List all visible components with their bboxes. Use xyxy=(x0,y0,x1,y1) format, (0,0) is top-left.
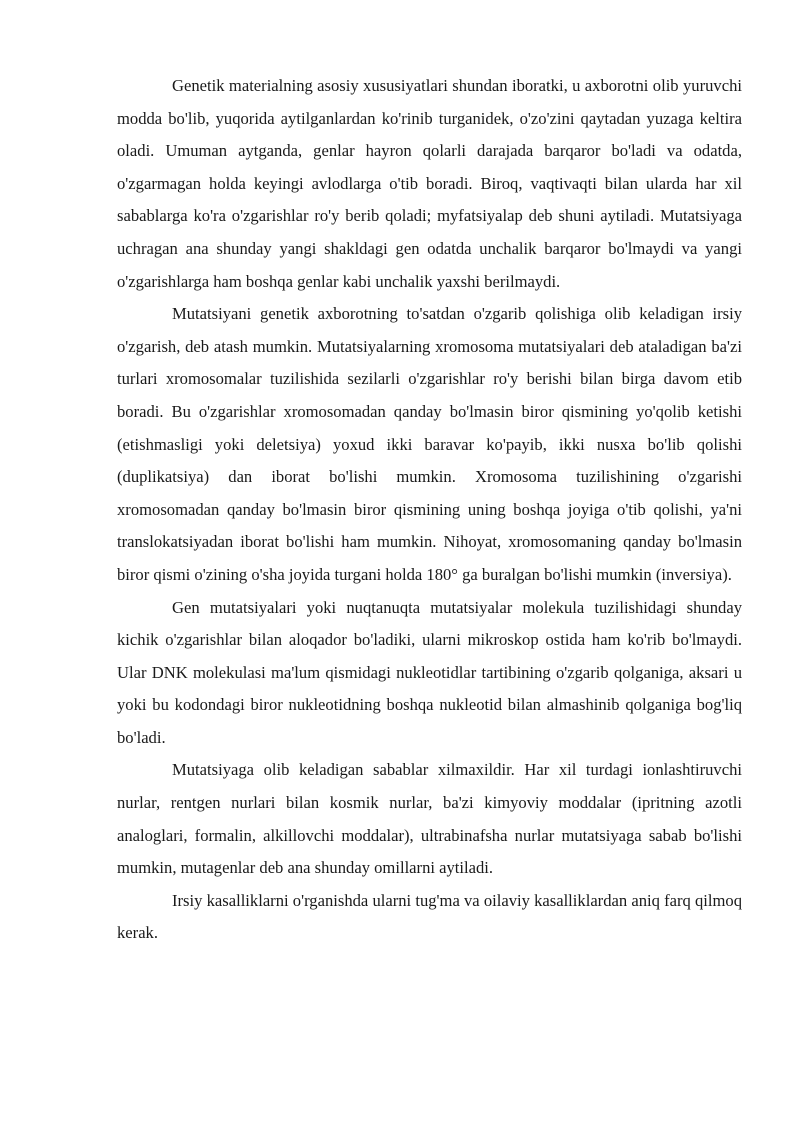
paragraph-genetic-material: Genetik materialning asosiy xususiyatlari shundan iboratki, u axborotni olib yuruvchi modda bo'lib, yuqorida aytilganlardan ko'rinib turganidek, o'zo'zini qaytadan yuzaga keltira oladi. Umuman aytganda, genlar hayron qolarli darajada barqaror bo'ladi va odatda, o'zgarmagan holda keyingi avlodlarga o'tib boradi. Biroq, vaqtivaqti bilan ularda har xil sabablarga ko'ra o'zgarishlar ro'y berib qoladi; myfatsiyalap deb shuni aytiladi. Mutatsiyaga uchragan ana shunday yangi shakldagi gen odatda unchalik barqaror bo'lmaydi va yangi o'zgarishlarga ham boshqa genlar kabi unchalik yaxshi berilmaydi. xyxy=(117,76,742,291)
paragraph-gene-mutations: Gen mutatsiyalari yoki nuqtanuqta mutatsiyalar molekula tuzilishidagi shunday kichik o'zgarishlar bilan aloqador bo'ladiki, ularni mikroskop ostida ham ko'rib bo'lmaydi. Ular DNK molekulasi ma'lum qismidagi nukleotidlar tartibining o'zgarib qolganiga, aksari u yoki bu kodondagi biror nukleotidning boshqa nukleotid bilan almashinib qolganiga bog'liq bo'ladi. xyxy=(117,597,742,747)
document-page xyxy=(117,70,742,950)
paragraph-mutation-definition: Mutatsiyani genetik axborotning to'satdan o'zgarib qolishiga olib keladigan irsiy o'zgarish, deb atash mumkin. Mutatsiyalarning xromosoma mutatsiyalari deb ataladigan ba'zi turlari xromosomalar tuzilishida sezilarli o'zgarishlar ro'y berishi bilan birga davom etib boradi. Bu o'zgarishlar xromosomadan qanday bo'lmasin biror qismining yo'qolib ketishi (etishmasligi yoki deletsiya) yoxud ikki baravar ko'payib, ikki nusxa bo'lib qolishi (duplikatsiya) dan iborat bo'lishi mumkin. Xromosoma tuzilishining o'zgarishi xromosomadan qanday bo'lmasin biror qismining uning boshqa joyiga o'tib qolishi, ya'ni translokatsiyadan iborat bo'lishi ham mumkin. Nihoyat, xromosomaning qanday bo'lmasin biror qismi o'zining o'sha joyida turgani holda 180° ga buralgan bo'lishi mumkin (inversiya). xyxy=(117,304,742,584)
paragraph-mutation-causes: Mutatsiyaga olib keladigan sabablar xilmaxildir. Har xil turdagi ionlashtiruvchi nurlar, rentgen nurlari bilan kosmik nurlar, ba'zi kimyoviy moddalar (ipritning azotli analoglari, formalin, alkillovchi moddalar), ultrabinafsha nurlar mutatsiyaga sabab bo'lishi mumkin, mutagenlar deb ana shunday omillarni aytiladi. xyxy=(117,760,742,878)
paragraph-hereditary-diseases: Irsiy kasalliklarni o'rganishda ularni tug'ma va oilaviy kasalliklardan aniq farq qilmoq kerak. xyxy=(117,890,742,943)
